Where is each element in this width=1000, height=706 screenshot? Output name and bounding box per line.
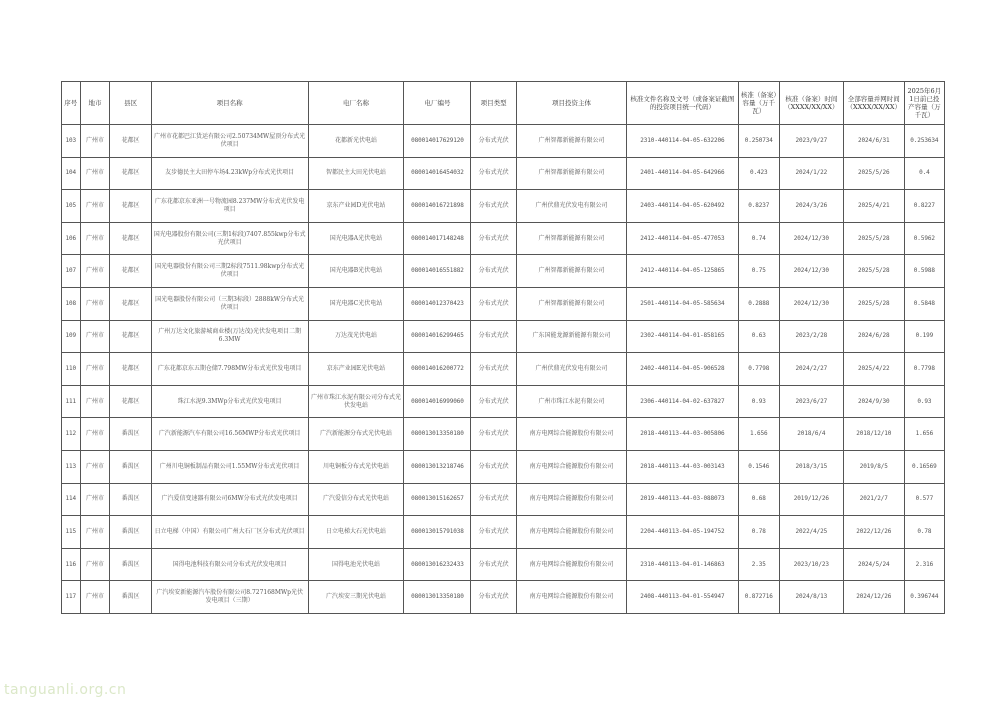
cell-type: 分布式光伏 [471,385,516,418]
cell-investor: 广州智都新能源有限公司 [516,125,626,158]
cell-plant: 广汽爱信分布式光伏电站 [308,483,404,516]
cell-type: 分布式光伏 [471,581,516,614]
cell-project: 国光电器股份有限公司三期2标段7511.98kwp分布式光伏项目 [151,255,308,288]
cell-plant-id: 080013013350180 [404,418,471,451]
cell-plant-id: 080014016721898 [404,190,471,223]
cell-grid-date: 2025/5/28 [843,222,904,255]
cell-plant: 万达茂光伏电站 [308,320,404,353]
cell-code: 2408-440113-04-01-554947 [627,581,738,614]
cell-project: 国光电器股份有限公司(三期1标段)7407.855kwp分布式光伏项目 [151,222,308,255]
cell-plant: 花都新光伏电站 [308,125,404,158]
cell-plant-id: 080013013218746 [404,450,471,483]
cell-approval-date: 2024/12/30 [779,287,843,320]
cell-investor: 广州智都新能源有限公司 [516,255,626,288]
cell-capacity: 0.68 [738,483,779,516]
cell-no: 114 [62,483,81,516]
cell-code: 2412-440114-04-05-477053 [627,222,738,255]
cell-district: 番禺区 [110,516,151,549]
cell-no: 113 [62,450,81,483]
table-row [62,255,945,288]
cell-approval-date: 2023/10/23 [779,548,843,581]
cell-district: 番禺区 [110,581,151,614]
cell-city: 广州市 [80,418,110,451]
cell-investor: 南方电网综合能源股份有限公司 [516,581,626,614]
cell-capacity: 0.93 [738,385,779,418]
cell-city: 广州市 [80,125,110,158]
cell-plant-id: 080014016454032 [404,157,471,190]
cell-district: 番禺区 [110,483,151,516]
cell-type: 分布式光伏 [471,320,516,353]
cell-district: 花都区 [110,125,151,158]
cell-investor: 广东国能龙源新能源有限公司 [516,320,626,353]
cell-plant: 广汽新能源分布式光伏电站 [308,418,404,451]
cell-code: 2501-440114-04-05-585634 [627,287,738,320]
cell-project: 日立电梯（中国）有限公司广州大石厂区分布式光伏项目 [151,516,308,549]
col-grid-date: 全部容量并网时间（XXXX/XX/XX） [843,82,904,125]
cell-capacity: 0.8237 [738,190,779,223]
cell-capacity: 2.35 [738,548,779,581]
cell-grid-date: 2024/9/30 [843,385,904,418]
cell-type: 分布式光伏 [471,353,516,386]
cell-plant-id: 080014017629120 [404,125,471,158]
cell-code: 2310-440113-04-01-146863 [627,548,738,581]
cell-approval-date: 2018/6/4 [779,418,843,451]
cell-grid-date: 2025/4/22 [843,353,904,386]
cell-no: 115 [62,516,81,549]
cell-district: 花都区 [110,320,151,353]
project-table [61,81,945,614]
cell-project: 国光电器股份有限公司（三期3标段）2888kW分布式光伏项目 [151,287,308,320]
cell-produced: 0.199 [904,320,944,353]
cell-produced: 0.5988 [904,255,944,288]
cell-plant: 国光电器C光伏电站 [308,287,404,320]
cell-code: 2302-440114-04-01-858165 [627,320,738,353]
cell-approval-date: 2024/12/30 [779,222,843,255]
col-plant: 电厂名称 [308,82,404,125]
cell-approval-date: 2023/2/28 [779,320,843,353]
cell-no: 109 [62,320,81,353]
col-code: 核准文件名称及文号（或备案证截图的投资项目统一代码） [627,82,738,125]
cell-produced: 0.5962 [904,222,944,255]
cell-plant-id: 080013015791038 [404,516,471,549]
cell-grid-date: 2019/8/5 [843,450,904,483]
cell-city: 广州市 [80,222,110,255]
cell-approval-date: 2024/2/27 [779,353,843,386]
cell-grid-date: 2024/5/24 [843,548,904,581]
cell-investor: 南方电网综合能源股份有限公司 [516,516,626,549]
cell-investor: 广州伏鼎光伏发电有限公司 [516,353,626,386]
cell-project: 广东花都京东五期仓储7.798MW分布式光伏发电项目 [151,353,308,386]
cell-investor: 南方电网综合能源股份有限公司 [516,418,626,451]
cell-type: 分布式光伏 [471,418,516,451]
cell-plant-id: 080014016299465 [404,320,471,353]
cell-project: 国得电池科技有限公司分布式光伏发电项目 [151,548,308,581]
cell-no: 103 [62,125,81,158]
cell-approval-date: 2023/6/27 [779,385,843,418]
cell-approval-date: 2024/8/13 [779,581,843,614]
cell-plant: 广州市珠江水泥有限公司分布式光伏发电站 [308,385,404,418]
cell-code: 2204-440113-04-05-194752 [627,516,738,549]
cell-code: 2412-440114-04-05-125865 [627,255,738,288]
header-row [62,82,945,125]
cell-plant: 京东产业园D光伏电站 [308,190,404,223]
cell-type: 分布式光伏 [471,483,516,516]
cell-city: 广州市 [80,353,110,386]
cell-produced: 2.316 [904,548,944,581]
cell-district: 花都区 [110,255,151,288]
cell-plant-id: 080014017148248 [404,222,471,255]
watermark: tanguanli.org.cn [4,682,127,698]
cell-approval-date: 2018/3/15 [779,450,843,483]
cell-no: 117 [62,581,81,614]
cell-city: 广州市 [80,157,110,190]
cell-capacity: 0.63 [738,320,779,353]
cell-plant-id: 080013016232433 [404,548,471,581]
cell-city: 广州市 [80,516,110,549]
cell-district: 番禺区 [110,548,151,581]
cell-capacity: 1.656 [738,418,779,451]
table-row [62,157,945,190]
cell-no: 108 [62,287,81,320]
cell-investor: 广州智都新能源有限公司 [516,287,626,320]
cell-no: 110 [62,353,81,386]
cell-city: 广州市 [80,255,110,288]
col-district: 县区 [110,82,151,125]
cell-produced: 0.16569 [904,450,944,483]
cell-no: 104 [62,157,81,190]
cell-produced: 0.577 [904,483,944,516]
cell-plant: 川电铜板分布式光伏电站 [308,450,404,483]
cell-city: 广州市 [80,385,110,418]
cell-code: 2402-440114-04-05-906528 [627,353,738,386]
cell-grid-date: 2024/6/31 [843,125,904,158]
col-project: 项目名称 [151,82,308,125]
cell-capacity: 0.2888 [738,287,779,320]
cell-district: 花都区 [110,190,151,223]
col-produced: 2025年6月1日前已投产容量（万千瓦） [904,82,944,125]
cell-district: 番禺区 [110,450,151,483]
cell-plant-id: 080014016999060 [404,385,471,418]
cell-plant-id: 080013015162657 [404,483,471,516]
cell-produced: 1.656 [904,418,944,451]
cell-type: 分布式光伏 [471,287,516,320]
table-row [62,320,945,353]
cell-plant-id: 080014012370423 [404,287,471,320]
cell-capacity: 0.423 [738,157,779,190]
cell-capacity: 0.7798 [738,353,779,386]
col-investor: 项目投资主体 [516,82,626,125]
cell-investor: 南方电网综合能源股份有限公司 [516,548,626,581]
cell-grid-date: 2025/5/26 [843,157,904,190]
cell-grid-date: 2022/12/26 [843,516,904,549]
col-plant-id: 电厂编号 [404,82,471,125]
cell-city: 广州市 [80,287,110,320]
col-type: 项目类型 [471,82,516,125]
cell-code: 2018-440113-44-03-003143 [627,450,738,483]
cell-grid-date: 2018/12/10 [843,418,904,451]
cell-investor: 南方电网综合能源股份有限公司 [516,483,626,516]
table-row [62,516,945,549]
col-capacity: 核准（备案）容量（万千瓦） [738,82,779,125]
cell-type: 分布式光伏 [471,222,516,255]
cell-approval-date: 2022/4/25 [779,516,843,549]
cell-project: 广州市花都巴江货运有限公司2.50734MW屋顶分布式光伏项目 [151,125,308,158]
cell-district: 花都区 [110,287,151,320]
cell-plant: 国得电池光伏电站 [308,548,404,581]
table-row [62,287,945,320]
cell-project: 广州川电铜板制品有限公司1.55MW分布式光伏项目 [151,450,308,483]
cell-district: 番禺区 [110,418,151,451]
cell-city: 广州市 [80,450,110,483]
cell-investor: 南方电网综合能源股份有限公司 [516,450,626,483]
cell-project: 广汽爱信变速器有限公司6MW分布式光伏发电项目 [151,483,308,516]
cell-no: 107 [62,255,81,288]
cell-investor: 广州智都新能源有限公司 [516,222,626,255]
cell-project: 珠江水泥9.3MWp分布式光伏发电项目 [151,385,308,418]
cell-code: 2310-440114-04-05-632206 [627,125,738,158]
cell-type: 分布式光伏 [471,255,516,288]
cell-approval-date: 2024/12/30 [779,255,843,288]
table-row [62,418,945,451]
cell-produced: 0.8227 [904,190,944,223]
cell-capacity: 0.872716 [738,581,779,614]
cell-capacity: 0.74 [738,222,779,255]
cell-no: 105 [62,190,81,223]
cell-project: 广汽埃安新能源汽车股份有限公司8.727168MWp光伏发电项目（三期） [151,581,308,614]
cell-district: 花都区 [110,222,151,255]
table-row [62,190,945,223]
col-city: 地市 [80,82,110,125]
cell-produced: 0.78 [904,516,944,549]
cell-capacity: 0.1546 [738,450,779,483]
cell-type: 分布式光伏 [471,450,516,483]
cell-no: 106 [62,222,81,255]
cell-city: 广州市 [80,483,110,516]
cell-code: 2401-440114-04-05-642966 [627,157,738,190]
cell-code: 2019-440113-44-03-088073 [627,483,738,516]
cell-no: 116 [62,548,81,581]
cell-grid-date: 2025/5/28 [843,287,904,320]
cell-investor: 广州市珠江水泥有限公司 [516,385,626,418]
cell-capacity: 0.75 [738,255,779,288]
cell-approval-date: 2019/12/26 [779,483,843,516]
cell-type: 分布式光伏 [471,516,516,549]
cell-approval-date: 2024/1/22 [779,157,843,190]
cell-type: 分布式光伏 [471,157,516,190]
cell-grid-date: 2024/12/26 [843,581,904,614]
cell-city: 广州市 [80,320,110,353]
table-row [62,450,945,483]
cell-city: 广州市 [80,581,110,614]
cell-type: 分布式光伏 [471,125,516,158]
cell-plant: 智都民主大田光伏电站 [308,157,404,190]
cell-project: 广州万达文化旅游城商业楼(万达茂)光伏发电项目二期6.3MW [151,320,308,353]
cell-plant: 日立电梯大石光伏电站 [308,516,404,549]
cell-investor: 广州智都新能源有限公司 [516,157,626,190]
cell-plant: 国光电器B光伏电站 [308,255,404,288]
cell-plant-id: 080013013350180 [404,581,471,614]
cell-produced: 0.253634 [904,125,944,158]
cell-city: 广州市 [80,548,110,581]
cell-district: 花都区 [110,385,151,418]
table-row [62,548,945,581]
table-row [62,222,945,255]
table-row [62,483,945,516]
col-no: 序号 [62,82,81,125]
cell-grid-date: 2021/2/7 [843,483,904,516]
cell-produced: 0.5848 [904,287,944,320]
cell-district: 花都区 [110,157,151,190]
cell-code: 2018-440113-44-03-005806 [627,418,738,451]
table-row [62,385,945,418]
cell-investor: 广州伏鼎光伏发电有限公司 [516,190,626,223]
cell-approval-date: 2024/3/26 [779,190,843,223]
cell-plant-id: 080014016551882 [404,255,471,288]
cell-no: 112 [62,418,81,451]
cell-produced: 0.93 [904,385,944,418]
cell-capacity: 0.250734 [738,125,779,158]
table-row [62,125,945,158]
cell-project: 广东花都京东亚洲一号物流园8.237MW分布式光伏发电项目 [151,190,308,223]
cell-grid-date: 2025/5/28 [843,255,904,288]
cell-project: 广汽新能源汽车有限公司16.56MWP分布式光伏项目 [151,418,308,451]
cell-no: 111 [62,385,81,418]
cell-project: 友步德民主大田停车场4.23kWp分布式光伏项目 [151,157,308,190]
cell-produced: 0.7798 [904,353,944,386]
cell-district: 花都区 [110,353,151,386]
cell-type: 分布式光伏 [471,548,516,581]
cell-produced: 0.396744 [904,581,944,614]
table-body [62,125,945,614]
cell-approval-date: 2023/9/27 [779,125,843,158]
cell-city: 广州市 [80,190,110,223]
cell-plant: 国光电器A光伏电站 [308,222,404,255]
cell-code: 2306-440114-04-02-637827 [627,385,738,418]
cell-type: 分布式光伏 [471,190,516,223]
table-row [62,353,945,386]
cell-capacity: 0.78 [738,516,779,549]
cell-code: 2403-440114-04-05-620492 [627,190,738,223]
cell-grid-date: 2024/6/28 [843,320,904,353]
col-approval-date: 核准（备案）时间（XXXX/XX/XX） [779,82,843,125]
cell-plant: 京东产业园E光伏电站 [308,353,404,386]
table-row [62,581,945,614]
cell-grid-date: 2025/4/21 [843,190,904,223]
cell-plant: 广汽埃安三期光伏电站 [308,581,404,614]
cell-plant-id: 080014016200772 [404,353,471,386]
cell-produced: 0.4 [904,157,944,190]
